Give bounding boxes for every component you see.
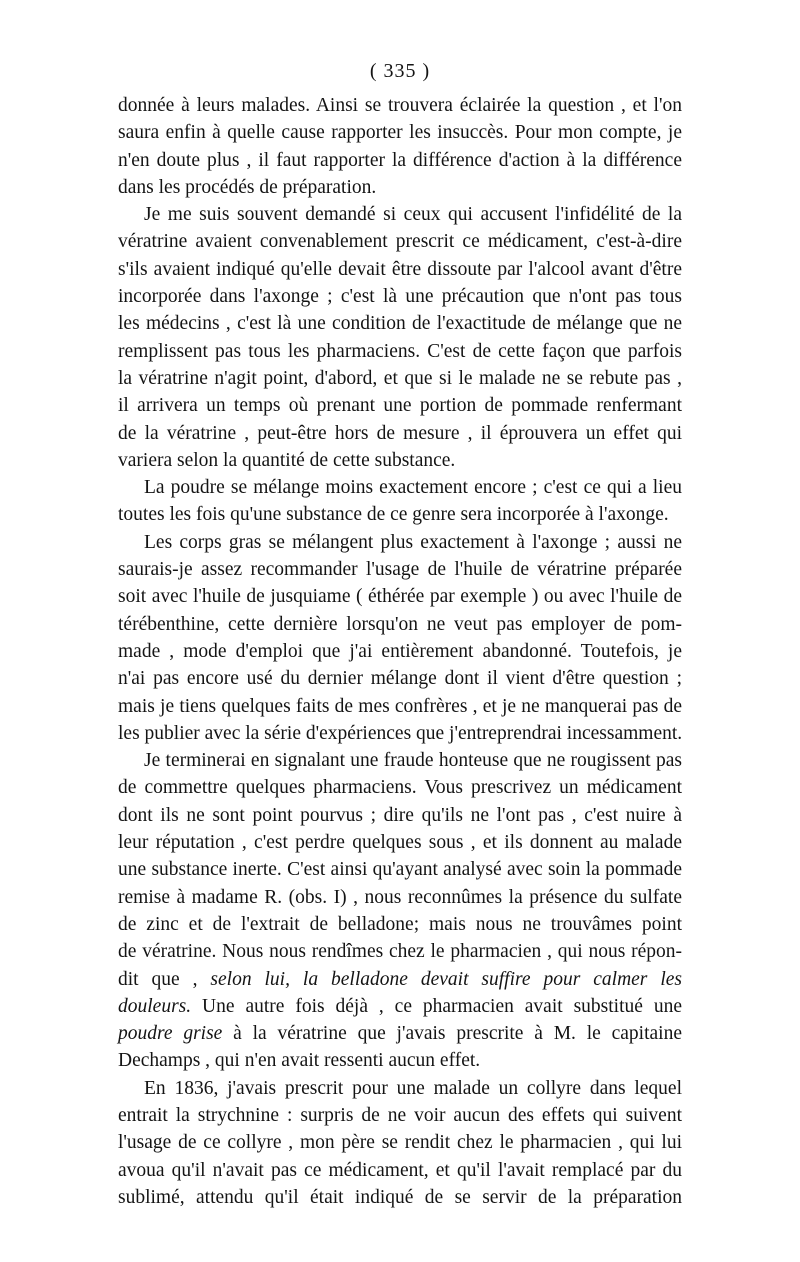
text-line (118, 774, 682, 801)
text-segment: saurais-je assez recommander l'usage de l'huile de vératrine préparée (118, 559, 682, 581)
text-line (118, 119, 682, 146)
text-line (118, 1020, 682, 1047)
text-line (118, 856, 682, 883)
text-line (118, 966, 682, 993)
text-line (118, 310, 682, 337)
italic-text: douleurs. (118, 995, 192, 1017)
text-line (118, 911, 682, 938)
text-segment: dans les procédés de préparation. (118, 176, 377, 198)
text-segment: mais je tiens quelques faits de mes confrères , et je ne manquerai pas de (118, 695, 682, 717)
text-line (118, 1129, 682, 1156)
text-segment: à la vératrine que j'avais prescrite à M. le capitaine (222, 1023, 682, 1045)
italic-text: poudre grise (118, 1023, 223, 1045)
text-segment: Je me suis souvent demandé si ceux qui accusent l'infidélité de la (144, 204, 682, 226)
text-line (118, 638, 682, 665)
text-segment: de vératrine. Nous nous rendîmes chez le pharmacien , qui nous répon- (118, 941, 682, 963)
text-segment: La poudre se mélange moins exactement encore ; c'est ce qui a lieu (144, 477, 682, 499)
text-segment: de zinc et de l'extrait de belladone; mais nous ne trouvâmes point (118, 913, 682, 935)
text-segment: la vératrine n'agit point, d'abord, et que si le malade ne se rebute pas , (118, 367, 682, 389)
text-line (118, 829, 682, 856)
text-segment: Les corps gras se mélangent plus exactement à l'axonge ; aussi ne (144, 531, 682, 553)
text-segment: avoua qu'il n'avait pas ce médicament, et qu'il l'avait remplacé par du (118, 1159, 682, 1181)
text-segment: les médecins , c'est là une condition de l'exactitude de mélange que ne (118, 313, 682, 335)
text-segment: sublimé, attendu qu'il était indiqué de se servir de la préparation (118, 1186, 682, 1208)
text-segment: s'ils avaient indiqué qu'elle devait être dissoute par l'alcool avant d'être (118, 258, 682, 280)
text-line (118, 1047, 682, 1074)
text-line (118, 938, 682, 965)
text-segment: l'usage de ce collyre , mon père se rendit chez le pharmacien , qui lui (118, 1132, 682, 1154)
text-line (118, 174, 682, 201)
text-segment: incorporée dans l'axonge ; c'est là une précaution que n'ont pas tous (118, 286, 682, 308)
text-segment: Je terminerai en signalant une fraude honteuse que ne rougissent pas (144, 750, 682, 772)
text-line (118, 1184, 682, 1211)
text-segment: En 1836, j'avais prescrit pour une malade un collyre dans lequel (144, 1077, 682, 1099)
text-segment: dit que , (118, 968, 211, 990)
text-segment: n'en doute plus , il faut rapporter la différence d'action à la différence (118, 149, 682, 171)
page-number: ( 335 ) (369, 60, 431, 82)
text-segment: Une autre fois déjà , ce pharmacien avait substitué une (191, 995, 682, 1017)
text-segment: donnée à leurs malades. Ainsi se trouvera éclairée la question , et l'on (118, 95, 682, 116)
italic-text: selon lui, la belladone devait suffire pour calmer les (210, 968, 682, 990)
text-line (118, 1102, 682, 1129)
text-segment: leur réputation , c'est perdre quelques sous , et ils donnent au malade (118, 832, 682, 854)
text-segment: dont ils ne sont point pourvus ; dire qu'ils ne l'ont pas , c'est nuire à (118, 804, 682, 826)
text-segment: de la vératrine , peut-être hors de mesure , il éprouvera un effet qui (118, 422, 682, 444)
text-segment: n'ai pas encore usé du dernier mélange dont il vient d'être question ; (118, 668, 682, 690)
text-segment: Dechamps , qui n'en avait ressenti aucun effet. (118, 1050, 481, 1072)
text-line (118, 392, 682, 419)
text-line (118, 693, 682, 720)
text-line (118, 420, 682, 447)
text-segment: toutes les fois qu'une substance de ce genre sera incorporée à l'axonge. (118, 504, 669, 526)
text-segment: térébenthine, cette dernière lorsqu'on ne veut pas employer de pom- (118, 613, 682, 635)
text-line (118, 993, 682, 1020)
text-line (118, 1075, 682, 1102)
text-line (118, 747, 682, 774)
text-line (118, 583, 682, 610)
text-segment: vératrine avaient convenablement prescrit ce médicament, c'est-à-dire (118, 231, 682, 253)
text-line (118, 556, 682, 583)
text-line (118, 338, 682, 365)
text-segment: variera selon la quantité de cette substance. (118, 449, 456, 471)
text-segment: il arrivera un temps où prenant une portion de pommade renfermant (118, 395, 682, 417)
text-segment: de commettre quelques pharmaciens. Vous prescrivez un médicament (118, 777, 682, 799)
text-line (118, 201, 682, 228)
text-line (118, 501, 682, 528)
body-text (118, 92, 682, 1211)
text-line (118, 228, 682, 255)
text-segment: soit avec l'huile de jusquiame ( éthérée par exemple ) ou avec l'huile de (118, 586, 682, 608)
text-line (118, 283, 682, 310)
text-line (118, 256, 682, 283)
text-line (118, 611, 682, 638)
text-line (118, 884, 682, 911)
text-segment: saura enfin à quelle cause rapporter les insuccès. Pour mon compte, je (118, 122, 682, 144)
text-line (118, 720, 682, 747)
text-line (118, 92, 682, 119)
text-line (118, 802, 682, 829)
text-segment: remise à madame R. (obs. I) , nous reconnûmes la présence du sulfate (118, 886, 682, 908)
text-line (118, 529, 682, 556)
text-segment: made , mode d'emploi que j'ai entièrement abandonné. Toutefois, je (118, 640, 682, 662)
text-segment: les publier avec la série d'expériences que j'entreprendrai incessamment. (118, 722, 683, 744)
text-segment: une substance inerte. C'est ainsi qu'ayant analysé avec soin la pommade (118, 859, 682, 881)
text-line (118, 147, 682, 174)
text-segment: remplissent pas tous les pharmaciens. C'est de cette façon que parfois (118, 340, 682, 362)
text-line (118, 447, 682, 474)
text-segment: entrait la strychnine : surpris de ne voir aucun des effets qui suivent (118, 1104, 682, 1126)
text-line (118, 665, 682, 692)
text-line (118, 365, 682, 392)
text-line (118, 474, 682, 501)
text-line (118, 1157, 682, 1184)
